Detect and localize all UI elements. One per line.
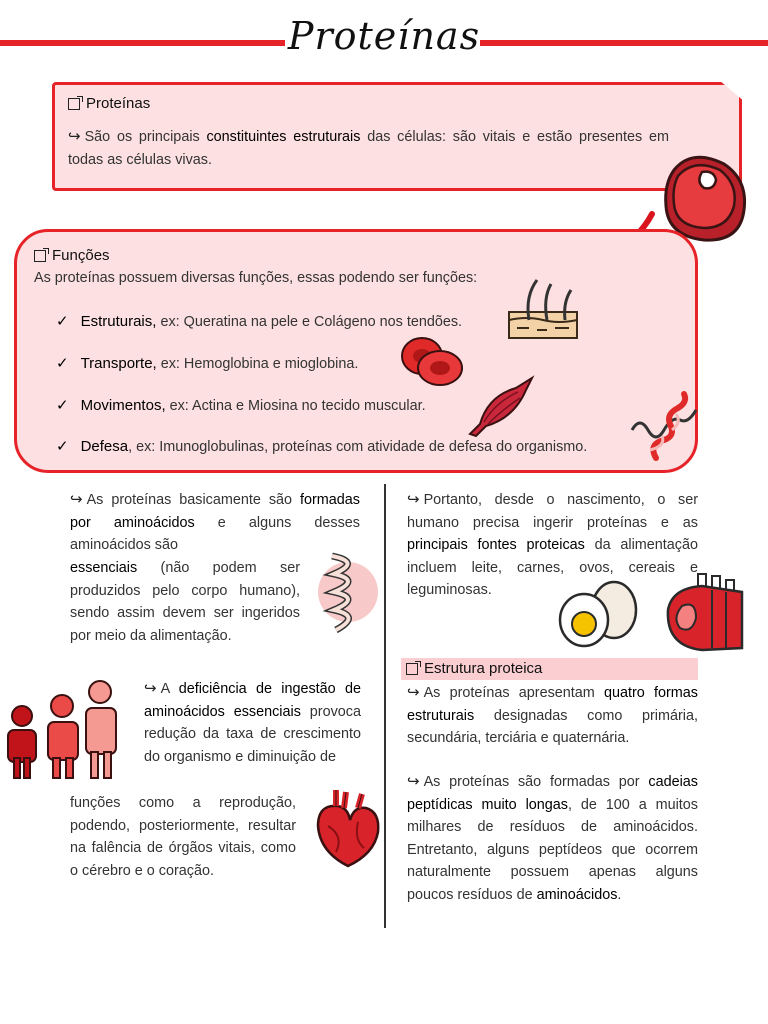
protein-helix-icon <box>626 390 704 466</box>
left-p1-mid: e alguns desses aminoácidos são <box>70 514 360 553</box>
eggs-icon <box>556 578 640 650</box>
left-p2-key: deficiência de ingestão de aminoácidos essenciais <box>144 681 361 720</box>
checkmark-icon: ✓ <box>56 313 69 330</box>
function-name: Defesa <box>80 438 129 455</box>
functions-heading-label: Funções <box>52 247 110 264</box>
function-desc: ex: Hemoglobina e mioglobina. <box>160 356 359 372</box>
proteins-text-key: constituintes estruturais <box>206 129 361 145</box>
structure-heading-label: Estrutura proteica <box>424 660 543 677</box>
essential-amino-acids-text <box>70 557 300 647</box>
left-p1-key1: formadas por aminoácidos <box>70 492 360 531</box>
checkmark-icon: ✓ <box>56 397 69 414</box>
checkmark-icon: ✓ <box>56 355 69 372</box>
proteins-definition <box>68 126 669 171</box>
right-p1-post: da alimentação incluem leite, carnes, ovos, cereais e leguminosas. <box>407 537 698 598</box>
function-desc: ex: Actina e Miosina no tecido muscular. <box>169 398 426 414</box>
right-p3-post: . <box>617 886 622 903</box>
right-p3-mid: , de 100 a muitos milhares de resíduos de aminoácidos. Entretanto, alguns peptídeos que ocorrem naturalmente possuem apenas alguns poucos resíduos de <box>407 796 698 903</box>
skin-hair-icon <box>507 276 579 342</box>
left-p2-pre: A <box>160 681 179 697</box>
function-name: Movimentos, <box>80 397 166 414</box>
structure-forms-paragraph <box>407 682 698 750</box>
functions-heading <box>34 247 110 264</box>
sources-paragraph <box>407 489 698 602</box>
heart-icon <box>314 786 382 870</box>
deficiency-paragraph <box>144 678 361 768</box>
functions-intro: As proteínas possuem diversas funções, essas podendo ser funções: <box>34 270 478 286</box>
structure-heading <box>406 660 542 677</box>
function-name: Transporte, <box>80 355 157 372</box>
checkbox-icon <box>406 663 418 675</box>
pointer-arrow-icon: ↪ <box>407 491 420 508</box>
right-p2-pre: As proteínas apresentam <box>423 685 604 701</box>
right-p1-pre: Portanto, desde o nascimento, o ser humano precisa ingerir proteínas e as <box>407 492 698 531</box>
right-p2-post: designadas como primária, secundária, terciária e quaternária. <box>407 707 698 746</box>
pointer-arrow-icon: ↪ <box>70 491 83 508</box>
column-divider <box>384 484 386 928</box>
right-p3-key: cadeias peptídicas muito longas <box>407 774 698 813</box>
red-blood-cells-icon <box>400 334 464 388</box>
proteins-text-post: das células: são vitais e estão presentes em todas as células vivas. <box>68 129 669 168</box>
left-p1-post: (não podem ser produzidos pelo corpo humano), sendo assim devem ser ingeridos por meio da alimentação. <box>70 560 300 644</box>
right-p1-key: principais fontes proteicas <box>407 537 585 553</box>
function-name: Estruturais, <box>80 313 157 330</box>
page-title: Proteínas <box>287 14 481 58</box>
checkbox-icon <box>68 98 80 110</box>
function-item <box>56 396 426 414</box>
function-desc: ex: Queratina na pele e Colágeno nos tendões. <box>160 314 463 330</box>
collagen-helix-icon <box>314 548 380 636</box>
pointer-arrow-icon: ↪ <box>407 684 420 701</box>
peptide-chains-paragraph <box>407 771 698 906</box>
function-desc: , ex: Imunoglobulinas, proteínas com atividade de defesa do organismo. <box>128 439 588 455</box>
function-item <box>56 437 587 455</box>
proteins-heading <box>68 95 150 112</box>
left-p1-pre: As proteínas basicamente são <box>86 492 300 508</box>
left-p2-post: provoca redução da taxa de crescimento do organismo e diminuição de <box>144 703 361 765</box>
people-growth-icon <box>2 680 120 780</box>
right-p3-pre: As proteínas são formadas por <box>423 774 649 790</box>
right-p3-key2: aminoácidos <box>536 886 618 903</box>
amino-acids-paragraph-top <box>70 489 360 557</box>
checkmark-icon: ✓ <box>56 438 69 455</box>
pointer-arrow-icon: ↪ <box>144 680 157 697</box>
pointer-arrow-icon: ↪ <box>68 128 81 145</box>
checkbox-icon <box>34 250 46 262</box>
left-p1-key2: essenciais <box>70 560 138 576</box>
right-p2-key: quatro formas estruturais <box>407 685 698 724</box>
proteins-text-pre: São os principais <box>84 129 207 145</box>
function-item <box>56 312 462 330</box>
ribs-meat-icon <box>662 570 746 654</box>
proteins-heading-label: Proteínas <box>86 95 151 112</box>
pointer-arrow-icon: ↪ <box>407 773 420 790</box>
deficiency-paragraph-cont: funções como a reprodução, podendo, posteriormente, resultar na falência de órgãos vitais, como o cérebro e o coração. <box>70 795 296 879</box>
function-item <box>56 354 358 372</box>
muscle-icon <box>466 376 536 438</box>
